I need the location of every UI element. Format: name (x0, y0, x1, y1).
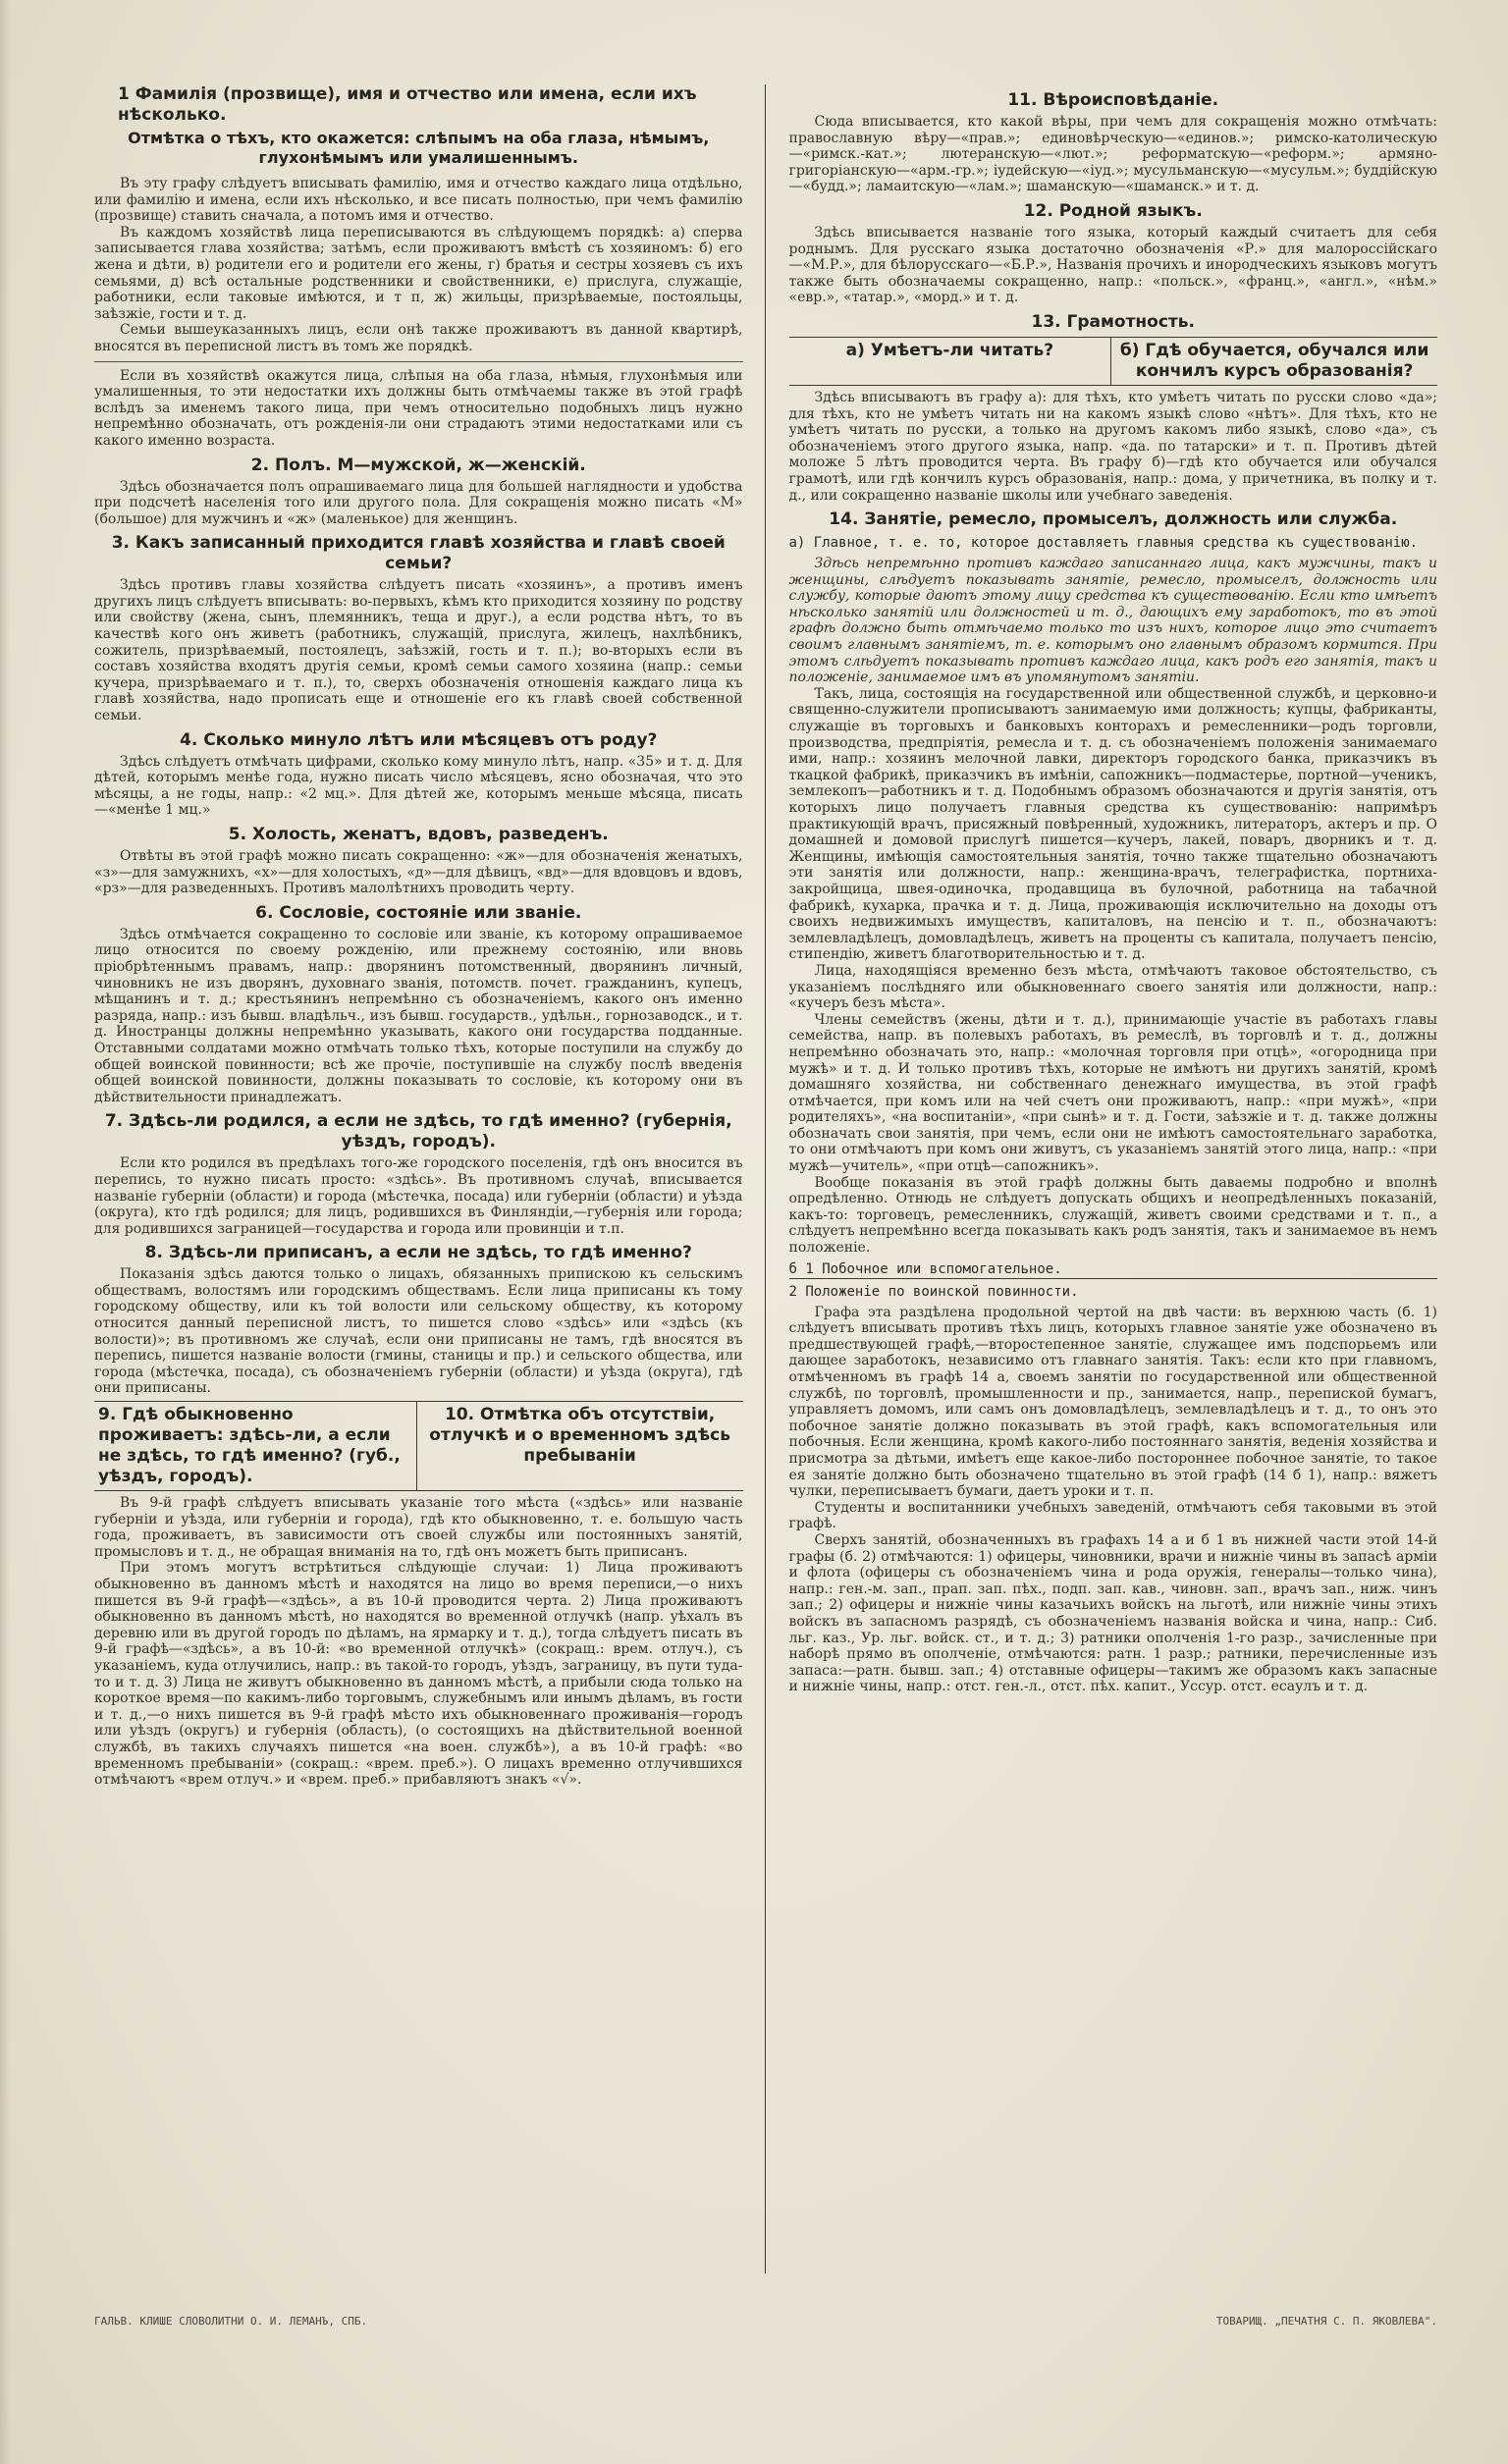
section-3-title: 3. Какъ записанный приходится главѣ хозяйства и главѣ своей семьи? (111, 533, 726, 574)
section-2-paragraph: Здѣсь обозначается полъ опрашиваемаго лица для большей наглядности и удобства при подсчетѣ населенія того или другого пола. Для сокращенія можно писать «М» (большое) для мужчинъ и «ж» (маленькое) для женщинъ. (94, 478, 743, 527)
section-14-paragraph: Такъ, лица, состоящія на государственной или общественной службѣ, и церковно-и священно-служители прописываютъ занимаемую ими должность; купцы, фабриканты, служащіе въ торговыхъ и банковыхъ конторахъ и ремесленники—родъ торговли, производства, предпріятія, ремесла и т. д. съ обозначеніемъ положенія занимаемаго ими, напр.: хозяинъ мелочной лавки, директоръ городского банка, приказчикъ въ ткацкой фабрикѣ, приказчикъ въ имѣніи, сапожникъ—подмастерье, портной—ученикъ, землекопъ—работникъ и т. д. Подобнымъ образомъ обозначаются и другія занятія, отъ которыхъ лицо получаетъ главныя средства къ существованію: напримѣръ практикующій врачъ, присяжный повѣренный, художникъ, литераторъ, актеръ и пр. О домашней и домовой прислугѣ пишется—кучеръ, лакей, поваръ, дворникъ и т. д. Женщины, имѣющія самостоятельныя занятія, точно также тщательно обозначаютъ эти занятія или должности, напр.: женщина-врачъ, телеграфистка, портниха-закройщица, швея-одиночка, продавщица въ булочной, работница на табачной фабрикѣ, кухарка, прачка и т. д. Лица, проживающія исключительно на доходы отъ своихъ недвижимыхъ имуществъ, капиталовъ, на пенсію и т. п., обозначаютъ: землевладѣлецъ, домовладѣлецъ, живетъ на проценты съ капитала, получаетъ пенсію, стипендію, живетъ благотворительностью и т. д. (788, 685, 1437, 963)
section-9-paragraph: Въ 9-й графѣ слѣдуетъ вписывать указаніе того мѣста («здѣсь» или названіе губерніи и уѣзда, или губерніи и города), гдѣ кто обыкновенно, т. е. большую часть года, проживаетъ, въ зависимости отъ своей службы или постоянныхъ занятій, промысловъ и т. д., не обращая вниманія на то, гдѣ онъ можетъ быть приписанъ. (94, 1495, 743, 1560)
section-8-title: 8. Здѣсь-ли приписанъ, а если не здѣсь, то гдѣ именно? (144, 1243, 692, 1263)
section-11-paragraph: Сюда вписывается, кто какой вѣры, при чемъ для сокращенія можно отмѣчать: православную вѣру—«прав.»; единовѣрческую—«единов.»; римско-католическую—«римск.-кат.»; лютеранскую—«лют.»; реформатскую—«реформ.»; армяно-григоріанскую—«арм.-гр.»; іудейскую—«іуд.»; мусульманскую—«мусульм.»; буддійскую—«будд.»; ламаитскую—«лам.»; шаманскую—«шаманск.» и т. д. (788, 114, 1437, 195)
section-10-title: 10. Отмѣтка объ отсутствіи, отлучкѣ и о временномъ здѣсь пребываніи (429, 1405, 730, 1467)
section-14-paragraph: Графа эта раздѣлена продольной чертой на двѣ части: въ верхнюю часть (б. 1) слѣдуетъ вписывать противъ тѣхъ лицъ, которыхъ главное занятіе уже обозначено въ предшествующей графѣ,—второстепенное занятіе, служащее имъ подспорьемъ или дающее заработокъ, независимо отъ главнаго занятія. Такъ: если кто при главномъ, отмѣченномъ въ графѣ 14 а, своемъ занятіи по государственной или общественной службѣ, по торговлѣ, промышленности и пр., занимается, напр., перепиской бумагъ, управляетъ домомъ, или самъ онъ домовладѣлецъ, землевладѣлецъ и т. д., то онъ это побочное занятіе должно показывать въ этой графѣ, какъ вспомогательныя или побочныя. Если женщина, кромѣ какого-либо постояннаго занятія, веденія хозяйства и присмотра за дѣтьми, имѣетъ еще какое-либо постороннее побочное занятіе, то такое ея занятіе должно быть обозначено тщательно въ этой графѣ (14 б 1), напр.: вяжетъ чулки, переписываетъ бумаги, даетъ уроки и т. п. (788, 1304, 1437, 1500)
section-1-paragraph: Въ каждомъ хозяйствѣ лица переписываются въ слѣдующемъ порядкѣ: а) сперва записывается глава хозяйства; затѣмъ, если проживаютъ вмѣстѣ съ хозяиномъ: б) его жена и дѣти, в) родители его и родители его жены, г) братья и сестры хозяевъ съ ихъ семьями, д) всѣ остальные родственники и свойственники, е) прислуга, служащіе, работники, если таковые имѣются, и т п, ж) жильцы, призрѣваемые, постояльцы, заѣзжіе, гости и т. д. (94, 224, 743, 322)
section-14-title: 14. Занятіе, ремесло, промыселъ, должность или служба. (829, 509, 1398, 530)
section-4-title: 4. Сколько минуло лѣтъ или мѣсяцевъ отъ роду? (180, 729, 658, 750)
section-14b1-subtitle: б 1 Побочное или вспомогательное. (789, 1260, 1438, 1279)
section-3-paragraph: Здѣсь противъ главы хозяйства слѣдуетъ писать «хозяинъ», а противъ именъ другихъ лицъ слѣдуетъ вписывать: во-первыхъ, кѣмъ кто приходится хозяину по родству или свойству (жена, сынъ, племянникъ, теща и друг.), а если родства нѣтъ, то въ качествѣ кого онъ живетъ (работникъ, служащій, прислуга, жилецъ, нахлѣбникъ, сожитель, призрѣваемый, постоялецъ, заѣзжій, гость и т. п.); во-вторыхъ если въ составъ хозяйства входятъ другія семьи, кромѣ семьи самого хозяина (напр.: семьи кучера, призрѣваемаго и т. п.), то, сверхъ обозначенія отношенія каждаго лица къ главѣ хозяйства, надо прописать еще и отношеніе его къ главѣ своей собственной семьи. (94, 577, 743, 724)
section-14-paragraph: Вообще показанія въ этой графѣ должны быть даваемы подробно и вполнѣ опредѣленно. Отнюдь не слѣдуетъ допускать общихъ и неопредѣленныхъ показаній, какъ-то: торговецъ, ремесленникъ, служащій, живетъ своими средствами и т. п., а слѣдуетъ непремѣнно всегда показывать какъ родъ занятія, такъ и занимаемое въ немъ положеніе. (788, 1174, 1437, 1257)
two-column-layout (94, 84, 1437, 2274)
section-5-title: 5. Холость, женатъ, вдовъ, разведенъ. (228, 825, 609, 844)
section-8-paragraph: Показанія здѣсь даются только о лицахъ, обязанныхъ припискою къ сельскимъ обществамъ, волостямъ или городскимъ обществамъ. Если лица приписаны къ тому городскому обществу, или къ той волости или сельскому обществу, къ которому относится данный переписной листъ, то пишется слово «здѣсь» или «здѣсь (къ волости)»; въ противномъ же случаѣ, если они приписаны не тамъ, гдѣ вносятся въ перепись, пишется названіе волости (гмины, станицы и пр.) и сельского общества, или города (мѣстечка, посада), съ обозначеніемъ губерніи (области) и уѣзда (округа), гдѣ они приписаны. (94, 1266, 743, 1397)
section-13-paragraph: Здѣсь вписываютъ въ графу а): для тѣхъ, кто умѣетъ читать по русски слово «да»; для тѣхъ, кто не умѣетъ читать ни на какомъ языкѣ слово «нѣтъ». Для тѣхъ, кто не умѣетъ читать по русски, а только на другомъ какомъ либо языкѣ, слово «да», съ обозначеніемъ этого другого языка, напр. «да. по татарски» и т. п. Противъ дѣтей моложе 5 лѣтъ проводится черта. Въ графу б)—гдѣ кто обучается или обучался грамотѣ, или гдѣ кончилъ курсъ образованія, напр.: дома, у причетника, въ полку и т. д., или сокращенно названіе школы или учебнаго заведенія. (788, 389, 1437, 504)
section-14-paragraph: Студенты и воспитанники учебныхъ заведеній, отмѣчаютъ себя таковыми въ этой графѣ. (788, 1499, 1437, 1532)
section-14-paragraph: Здѣсь непремѣнно противъ каждаго записаннаго лица, какъ мужчины, такъ и женщины, слѣдуетъ показывать занятіе, ремесло, промыселъ, должность или службу, которые даютъ этому лицу средства къ существованію. Если кто имѣетъ нѣсколько занятій или должностей и т. д., дающихъ ему заработокъ, то въ этой графѣ должно быть отмѣчаемо только то изъ нихъ, которое лицо это считаетъ своимъ главнымъ занятіемъ, т. е. которымъ оно главнымъ образомъ кормится. При этомъ слѣдуетъ показывать противъ каждаго лица, какъ родъ его занятія, такъ и положеніе, занимаемое имъ въ упомянутомъ занятіи. (788, 556, 1437, 686)
section-1-title: 1 Фамилія (прозвище), имя и отчество или имена, если ихъ нѣсколько. (118, 84, 697, 125)
section-7-paragraph: Если кто родился въ предѣлахъ того-же городского поселенія, гдѣ онъ вносится въ перепись, то нужно писать просто: «здѣсь». Въ противномъ случаѣ, вписывается названіе губерніи (области) и города (мѣстечка, посада) или губерніи (области) и уѣзда (округа), кто гдѣ родился; для лицъ, родившихся въ Финляндіи,—губернія или города; для родившихся заграницей—государства и города или провинціи и т.п. (94, 1155, 743, 1237)
section-14-paragraph: Лица, находящіяся временно безъ мѣста, отмѣчаютъ таковое обстоятельство, съ указаніемъ послѣдняго или обыкновеннаго своего занятія или должности, напр.: «кучеръ безъ мѣста». (788, 962, 1437, 1012)
section-9-paragraph: При этомъ могутъ встрѣтиться слѣдующіе случаи: 1) Лица проживаютъ обыкновенно въ данномъ мѣстѣ и находятся на лицо во время переписи,—о нихъ пишется въ 9-й графѣ—«здѣсь», а въ 10-й проводится черта. 2) Лица проживаютъ обыкновенно въ данномъ мѣстѣ, но находятся во временной отлучкѣ (напр. уѣхалъ въ деревню или въ другой городъ по дѣламъ, на ярмарку и т. д.), тогда слѣдуетъ писать въ 9-й графѣ—«здѣсь», а въ 10-й: «во временной отлучкѣ» (сокращ.: врем. отлуч.), съ указаніемъ, куда отлучились, напр.: въ такой-то городъ, уѣздъ, заграницу, въ пути туда-то и т. д. 3) Лица не живутъ обыкновенно въ данномъ мѣстѣ, а прибыли сюда только на короткое время—по какимъ-либо торговымъ, служебнымъ или инымъ дѣламъ, въ гости и т. д.,—о нихъ пишется въ 9-й графѣ мѣсто ихъ обыкновеннаго проживанія—городъ или уѣздъ (округъ) и губернія (область), (о состоящихъ на дѣйствительной военной службѣ, въ такихъ случаяхъ пишется «на воен. службѣ»), а въ 10-й графѣ: «во временномъ пребываніи» (сокращ.: «врем. преб.»). О лицахъ временно отлучившихся отмѣчаютъ «врем отлуч.» и «врем. преб.» прибавляютъ знакъ «√». (94, 1560, 743, 1789)
section-1-subtitle: Отмѣтка о тѣхъ, кто окажется: слѣпымъ на оба глаза, нѣмымъ, глухонѣмымъ или умалишеннымъ. (128, 129, 710, 167)
section-14b2-subtitle: 2 Положеніе по воинской повинности. (788, 1283, 1079, 1300)
section-5-paragraph: Отвѣты въ этой графѣ можно писать сокращенно: «ж»—для обозначенія женатыхъ, «з»—для замужнихъ, «х»—для холостыхъ, «д»—для дѣвицъ, «вд»—для вдовцовъ и вдовъ, «рз»—для разведенныхъ. Противъ малолѣтнихъ проводить черту. (94, 848, 743, 897)
left-column (94, 84, 757, 2274)
section-13-columns (789, 337, 1438, 386)
section-13a-label: а) Умѣетъ-ли читать? (789, 338, 1112, 385)
divider (94, 361, 743, 362)
section-7-title: 7. Здѣсь-ли родился, а если не здѣсь, то гдѣ именно? (губернія, уѣздъ, городъ). (104, 1111, 732, 1152)
section-1-paragraph: Въ эту графу слѣдуетъ вписывать фамилію, имя и отчество каждаго лица отдѣльно, или фамилію и имена, если ихъ нѣсколько, и все писать полностью, при чемъ фамилію (прозвище) ставить сначала, а потомъ имя и отчество. (94, 176, 743, 225)
section-11-title: 11. Вѣроисповѣданіе. (1007, 90, 1219, 110)
section-1-paragraph: Семьи вышеуказанныхъ лицъ, если онѣ также проживаютъ въ данной квартирѣ, вносятся въ переписной листъ въ томъ же порядкѣ. (94, 322, 743, 354)
section-14-paragraph: Члены семействъ (жены, дѣти и т. д.), принимающіе участіе въ работахъ главы семейства, напр. въ полевыхъ работахъ, въ ремеслѣ, въ торговлѣ и т. д., должны непремѣнно обозначать это, напр.: «молочная торговля при отцѣ», «огородница при мужѣ» и т. д. И только противъ тѣхъ, которые не имѣютъ ни другихъ занятій, кромѣ домашняго хозяйства, ни собственнаго денежнаго имущества, въ этой графѣ отмѣчается, при комъ или на чей счетъ они проживаютъ, напр.: «при мужѣ», «при родителяхъ», «на воспитаніи», «при сынѣ» и т. д. Гости, заѣзжіе и т. д. также должны обозначать свои занятія, при чемъ, если они не имѣютъ самостоятельнаго заработка, то они отмѣчаютъ при комъ они живутъ, съ указаніемъ занятій этого лица, напр.: «при мужѣ—учитель», «при отцѣ—сапожникъ». (788, 1011, 1437, 1175)
section-6-title: 6. Сословіе, состояніе или званіе. (255, 902, 582, 923)
printer-footer (94, 2315, 1437, 2328)
section-6-paragraph: Здѣсь отмѣчается сокращенно то сословіе или званіе, къ которому опрашиваемое лицо относится по своему рожденію, или прежнему состоянію, или вновь пріобрѣтеннымъ правамъ, напр.: дворянинъ потомственный, дворянинъ личный, чиновникъ не изъ дворянъ, духовнаго званія, потомств. почет. гражданинъ, купецъ, мѣщанинъ и т. д.; крестьянинъ непремѣнно съ обозначеніемъ, какого онъ именно разряда, напр.: изъ бывш. владѣльч., изъ бывш. государств., удѣльн., горнозаводск., и т. д. Иностранцы должны непремѣнно указывать, какого они государства подданные. Отставными солдатами можно отмѣчать только тѣхъ, которые поступили на службу до общей воинской повинности; всѣ же прочіе, поступившіе на службу послѣ введенія общей воинской повинности, должны показывать то сословіе, къ которому они въ дѣйствительности принадлежатъ. (94, 926, 743, 1105)
footer-left-imprint: ГАЛЬВ. КЛИШЕ СЛОВОЛИТНИ О. И. ЛЕМАНЪ, СПБ. (94, 2315, 368, 2328)
section-1-paragraph: Если въ хозяйствѣ окажутся лица, слѣпыя на оба глаза, нѣмыя, глухонѣмыя или умалишенныя, то эти недостатки ихъ должны быть отмѣчаемы также въ этой графѣ вслѣдъ за именемъ такого лица, при чемъ относительно подобныхъ лицъ нужно непремѣнно обозначать, отъ рожденія-ли они страдаютъ этими недостатками или съ какого именно возраста. (94, 367, 743, 449)
footer-right-imprint: ТОВАРИЩ. „ПЕЧАТНЯ С. П. ЯКОВЛЕВА". (1215, 2315, 1437, 2328)
sections-9-10-header (94, 1401, 743, 1491)
section-12-paragraph: Здѣсь вписывается названіе того языка, который каждый считаетъ для себя роднымъ. Для русскаго языка достаточно обозначенія «Р.» для малороссійскаго—«М.Р.», для бѣлорусскаго—«Б.Р.», Названія прочихъ и инородческихъ языковъ могутъ также быть обозначаемы сокращенно, напр.: «польск.», «франц.», «англ.», «нѣм.» «евр.», «татар.», «морд.» и т. д. (788, 224, 1437, 306)
section-9-title: 9. Гдѣ обыкновенно проживаетъ: здѣсь-ли, а если не здѣсь, то гдѣ именно? (губ., уѣздъ, городъ). (94, 1402, 417, 1490)
column-rule (765, 84, 766, 2274)
section-4-paragraph: Здѣсь слѣдуетъ отмѣчать цифрами, сколько кому минуло лѣтъ, напр. «35» и т. д. Для дѣтей, которымъ менѣе года, нужно писать число мѣсяцевъ, ясно обозначая, что это мѣсяцы, а не годы, напр.: «2 мц.». Для дѣтей же, которымъ меньше мѣсяца, писать—«менѣе 1 мц.» (94, 753, 743, 819)
right-column (774, 84, 1438, 2274)
section-14a-subtitle: а) Главное, т. е. то, которое доставляетъ главныя средства къ существованію. (788, 535, 1419, 552)
section-13-title: 13. Грамотность. (1031, 311, 1195, 332)
section-2-title: 2. Полъ. М—мужской, ж—женскій. (250, 455, 586, 475)
section-14-paragraph: Сверхъ занятій, обозначенныхъ въ графахъ 14 а и б 1 въ нижней части этой 14-й графы (б. 2) отмѣчаются: 1) офицеры, чиновники, врачи и нижніе чины въ запасѣ арміи и флота (офицеры съ обозначеніемъ чина и рода оружія, генералы—только чина), напр.: ген.-м. зап., прап. зап. пѣх., подп. зап. кав., чиновн. зап., врачъ зап., ниж. чинъ зап.; 2) офицеры и нижніе чины казачьихъ войскъ на льготѣ, или нижніе чины этихъ войскъ въ запасномъ разрядѣ, съ обозначеніемъ названія войска и чина, напр.: Сиб. льг. каз., Ур. льг. войск. ст., и т. д.; 3) ратники ополченія 1-го разр., зачисленные при наборѣ прямо въ ополченіе, отмѣчаются: ратн. 1 разр.; ратники, перечисленные изъ запаса:—ратн. бывш. зап.; 4) отставные офицеры—такимъ же образомъ какъ запасные и нижніе чины, напр.: отст. ген.-л., отст. пѣх. капит., Уссур. отст. есаулъ и т. д. (788, 1531, 1437, 1695)
section-12-title: 12. Родной языкъ. (1023, 200, 1203, 221)
section-13b-label: б) Гдѣ обучается, обучался или кончилъ курсъ образованія? (1119, 340, 1429, 381)
